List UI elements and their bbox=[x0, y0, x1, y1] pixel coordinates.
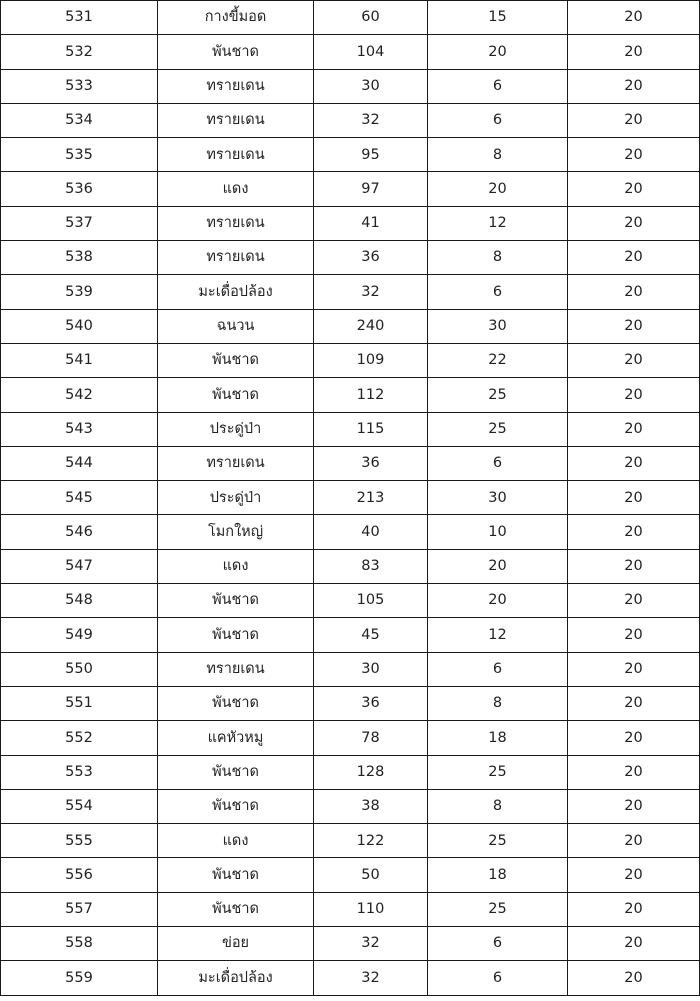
row-number-cell: 552 bbox=[1, 721, 158, 755]
value-a-cell: 41 bbox=[314, 206, 428, 240]
row-number-cell: 536 bbox=[1, 172, 158, 206]
value-b-cell: 6 bbox=[428, 961, 568, 995]
table-row bbox=[1, 927, 700, 961]
value-a-cell: 45 bbox=[314, 618, 428, 652]
row-number-cell: 548 bbox=[1, 584, 158, 618]
value-b-cell: 20 bbox=[428, 172, 568, 206]
species-name-cell: พันชาด bbox=[158, 686, 314, 720]
table-row bbox=[1, 515, 700, 549]
row-number-cell: 537 bbox=[1, 206, 158, 240]
value-a-cell: 38 bbox=[314, 789, 428, 823]
value-a-cell: 30 bbox=[314, 69, 428, 103]
value-a-cell: 32 bbox=[314, 927, 428, 961]
value-c-cell: 20 bbox=[568, 1, 700, 35]
value-c-cell: 20 bbox=[568, 378, 700, 412]
species-name-cell: มะเดื่อปล้อง bbox=[158, 275, 314, 309]
value-a-cell: 40 bbox=[314, 515, 428, 549]
species-name-cell: ทรายเดน bbox=[158, 138, 314, 172]
species-name-cell: แดง bbox=[158, 549, 314, 583]
row-number-cell: 545 bbox=[1, 481, 158, 515]
row-number-cell: 557 bbox=[1, 892, 158, 926]
species-name-cell: พันชาด bbox=[158, 789, 314, 823]
species-name-cell: แดง bbox=[158, 824, 314, 858]
value-c-cell: 20 bbox=[568, 686, 700, 720]
table-row bbox=[1, 69, 700, 103]
species-name-cell: ทรายเดน bbox=[158, 206, 314, 240]
table-row bbox=[1, 858, 700, 892]
value-c-cell: 20 bbox=[568, 721, 700, 755]
value-a-cell: 36 bbox=[314, 241, 428, 275]
value-c-cell: 20 bbox=[568, 584, 700, 618]
row-number-cell: 555 bbox=[1, 824, 158, 858]
table-row bbox=[1, 824, 700, 858]
value-a-cell: 110 bbox=[314, 892, 428, 926]
row-number-cell: 559 bbox=[1, 961, 158, 995]
value-a-cell: 122 bbox=[314, 824, 428, 858]
value-b-cell: 10 bbox=[428, 515, 568, 549]
row-number-cell: 532 bbox=[1, 35, 158, 69]
value-c-cell: 20 bbox=[568, 549, 700, 583]
value-b-cell: 22 bbox=[428, 343, 568, 377]
value-b-cell: 20 bbox=[428, 549, 568, 583]
value-c-cell: 20 bbox=[568, 618, 700, 652]
value-a-cell: 105 bbox=[314, 584, 428, 618]
row-number-cell: 538 bbox=[1, 241, 158, 275]
value-b-cell: 8 bbox=[428, 138, 568, 172]
row-number-cell: 535 bbox=[1, 138, 158, 172]
value-b-cell: 8 bbox=[428, 789, 568, 823]
row-number-cell: 554 bbox=[1, 789, 158, 823]
row-number-cell: 553 bbox=[1, 755, 158, 789]
value-c-cell: 20 bbox=[568, 172, 700, 206]
value-c-cell: 20 bbox=[568, 858, 700, 892]
value-b-cell: 25 bbox=[428, 755, 568, 789]
table-row bbox=[1, 721, 700, 755]
value-c-cell: 20 bbox=[568, 241, 700, 275]
row-number-cell: 542 bbox=[1, 378, 158, 412]
table-row bbox=[1, 275, 700, 309]
row-number-cell: 543 bbox=[1, 412, 158, 446]
value-c-cell: 20 bbox=[568, 309, 700, 343]
value-b-cell: 18 bbox=[428, 721, 568, 755]
value-c-cell: 20 bbox=[568, 103, 700, 137]
species-name-cell: ทรายเดน bbox=[158, 241, 314, 275]
species-name-cell: แคหัวหมู bbox=[158, 721, 314, 755]
value-b-cell: 30 bbox=[428, 481, 568, 515]
table-row bbox=[1, 206, 700, 240]
species-name-cell: ทรายเดน bbox=[158, 103, 314, 137]
row-number-cell: 550 bbox=[1, 652, 158, 686]
value-b-cell: 12 bbox=[428, 618, 568, 652]
species-name-cell: ฉนวน bbox=[158, 309, 314, 343]
value-b-cell: 25 bbox=[428, 824, 568, 858]
table-row bbox=[1, 481, 700, 515]
table-row bbox=[1, 446, 700, 480]
species-name-cell: ทรายเดน bbox=[158, 446, 314, 480]
value-b-cell: 6 bbox=[428, 103, 568, 137]
table-row bbox=[1, 172, 700, 206]
value-b-cell: 20 bbox=[428, 35, 568, 69]
table-row bbox=[1, 103, 700, 137]
table-row bbox=[1, 378, 700, 412]
value-a-cell: 32 bbox=[314, 103, 428, 137]
value-a-cell: 78 bbox=[314, 721, 428, 755]
value-a-cell: 115 bbox=[314, 412, 428, 446]
value-b-cell: 12 bbox=[428, 206, 568, 240]
species-name-cell: พันชาด bbox=[158, 618, 314, 652]
value-a-cell: 240 bbox=[314, 309, 428, 343]
value-c-cell: 20 bbox=[568, 892, 700, 926]
value-b-cell: 20 bbox=[428, 584, 568, 618]
value-c-cell: 20 bbox=[568, 206, 700, 240]
value-a-cell: 50 bbox=[314, 858, 428, 892]
value-b-cell: 6 bbox=[428, 69, 568, 103]
value-a-cell: 128 bbox=[314, 755, 428, 789]
row-number-cell: 551 bbox=[1, 686, 158, 720]
species-name-cell: ทรายเดน bbox=[158, 69, 314, 103]
row-number-cell: 531 bbox=[1, 1, 158, 35]
row-number-cell: 540 bbox=[1, 309, 158, 343]
species-name-cell: พันชาด bbox=[158, 892, 314, 926]
species-name-cell: พันชาด bbox=[158, 35, 314, 69]
species-name-cell: พันชาด bbox=[158, 378, 314, 412]
species-name-cell: กางขี้มอด bbox=[158, 1, 314, 35]
value-b-cell: 8 bbox=[428, 686, 568, 720]
value-a-cell: 30 bbox=[314, 652, 428, 686]
value-b-cell: 25 bbox=[428, 892, 568, 926]
value-a-cell: 213 bbox=[314, 481, 428, 515]
species-name-cell: มะเดื่อปล้อง bbox=[158, 961, 314, 995]
value-b-cell: 25 bbox=[428, 378, 568, 412]
value-c-cell: 20 bbox=[568, 961, 700, 995]
table-row bbox=[1, 138, 700, 172]
row-number-cell: 549 bbox=[1, 618, 158, 652]
table-row bbox=[1, 35, 700, 69]
table-row bbox=[1, 686, 700, 720]
species-name-cell: ประดู่ป่า bbox=[158, 481, 314, 515]
species-name-cell: ทรายเดน bbox=[158, 652, 314, 686]
table-row bbox=[1, 412, 700, 446]
table-row bbox=[1, 618, 700, 652]
value-c-cell: 20 bbox=[568, 343, 700, 377]
value-c-cell: 20 bbox=[568, 481, 700, 515]
value-a-cell: 95 bbox=[314, 138, 428, 172]
value-c-cell: 20 bbox=[568, 69, 700, 103]
table-row bbox=[1, 309, 700, 343]
row-number-cell: 533 bbox=[1, 69, 158, 103]
value-a-cell: 32 bbox=[314, 275, 428, 309]
table-row bbox=[1, 549, 700, 583]
table-row bbox=[1, 1, 700, 35]
species-name-cell: โมกใหญ่ bbox=[158, 515, 314, 549]
value-b-cell: 6 bbox=[428, 927, 568, 961]
value-b-cell: 6 bbox=[428, 446, 568, 480]
row-number-cell: 547 bbox=[1, 549, 158, 583]
species-name-cell: ประดู่ป่า bbox=[158, 412, 314, 446]
value-c-cell: 20 bbox=[568, 275, 700, 309]
species-name-cell: พันชาด bbox=[158, 584, 314, 618]
table-row bbox=[1, 755, 700, 789]
row-number-cell: 541 bbox=[1, 343, 158, 377]
value-a-cell: 83 bbox=[314, 549, 428, 583]
value-a-cell: 36 bbox=[314, 446, 428, 480]
species-name-cell: พันชาด bbox=[158, 343, 314, 377]
value-c-cell: 20 bbox=[568, 412, 700, 446]
value-a-cell: 97 bbox=[314, 172, 428, 206]
row-number-cell: 534 bbox=[1, 103, 158, 137]
value-b-cell: 6 bbox=[428, 275, 568, 309]
table-row bbox=[1, 343, 700, 377]
value-b-cell: 8 bbox=[428, 241, 568, 275]
value-a-cell: 104 bbox=[314, 35, 428, 69]
row-number-cell: 539 bbox=[1, 275, 158, 309]
value-c-cell: 20 bbox=[568, 789, 700, 823]
table-row bbox=[1, 584, 700, 618]
value-c-cell: 20 bbox=[568, 138, 700, 172]
value-a-cell: 32 bbox=[314, 961, 428, 995]
species-name-cell: ข่อย bbox=[158, 927, 314, 961]
value-b-cell: 18 bbox=[428, 858, 568, 892]
row-number-cell: 558 bbox=[1, 927, 158, 961]
value-b-cell: 15 bbox=[428, 1, 568, 35]
value-c-cell: 20 bbox=[568, 35, 700, 69]
value-c-cell: 20 bbox=[568, 652, 700, 686]
species-name-cell: แดง bbox=[158, 172, 314, 206]
value-a-cell: 112 bbox=[314, 378, 428, 412]
species-name-cell: พันชาด bbox=[158, 858, 314, 892]
table-row bbox=[1, 961, 700, 995]
table-row bbox=[1, 892, 700, 926]
row-number-cell: 546 bbox=[1, 515, 158, 549]
species-name-cell: พันชาด bbox=[158, 755, 314, 789]
value-c-cell: 20 bbox=[568, 755, 700, 789]
table-row bbox=[1, 652, 700, 686]
value-a-cell: 36 bbox=[314, 686, 428, 720]
value-a-cell: 60 bbox=[314, 1, 428, 35]
value-c-cell: 20 bbox=[568, 824, 700, 858]
value-b-cell: 25 bbox=[428, 412, 568, 446]
value-c-cell: 20 bbox=[568, 446, 700, 480]
value-a-cell: 109 bbox=[314, 343, 428, 377]
row-number-cell: 544 bbox=[1, 446, 158, 480]
value-b-cell: 6 bbox=[428, 652, 568, 686]
table-body bbox=[1, 1, 700, 996]
value-c-cell: 20 bbox=[568, 515, 700, 549]
table-row bbox=[1, 241, 700, 275]
row-number-cell: 556 bbox=[1, 858, 158, 892]
table-row bbox=[1, 789, 700, 823]
value-c-cell: 20 bbox=[568, 927, 700, 961]
value-b-cell: 30 bbox=[428, 309, 568, 343]
